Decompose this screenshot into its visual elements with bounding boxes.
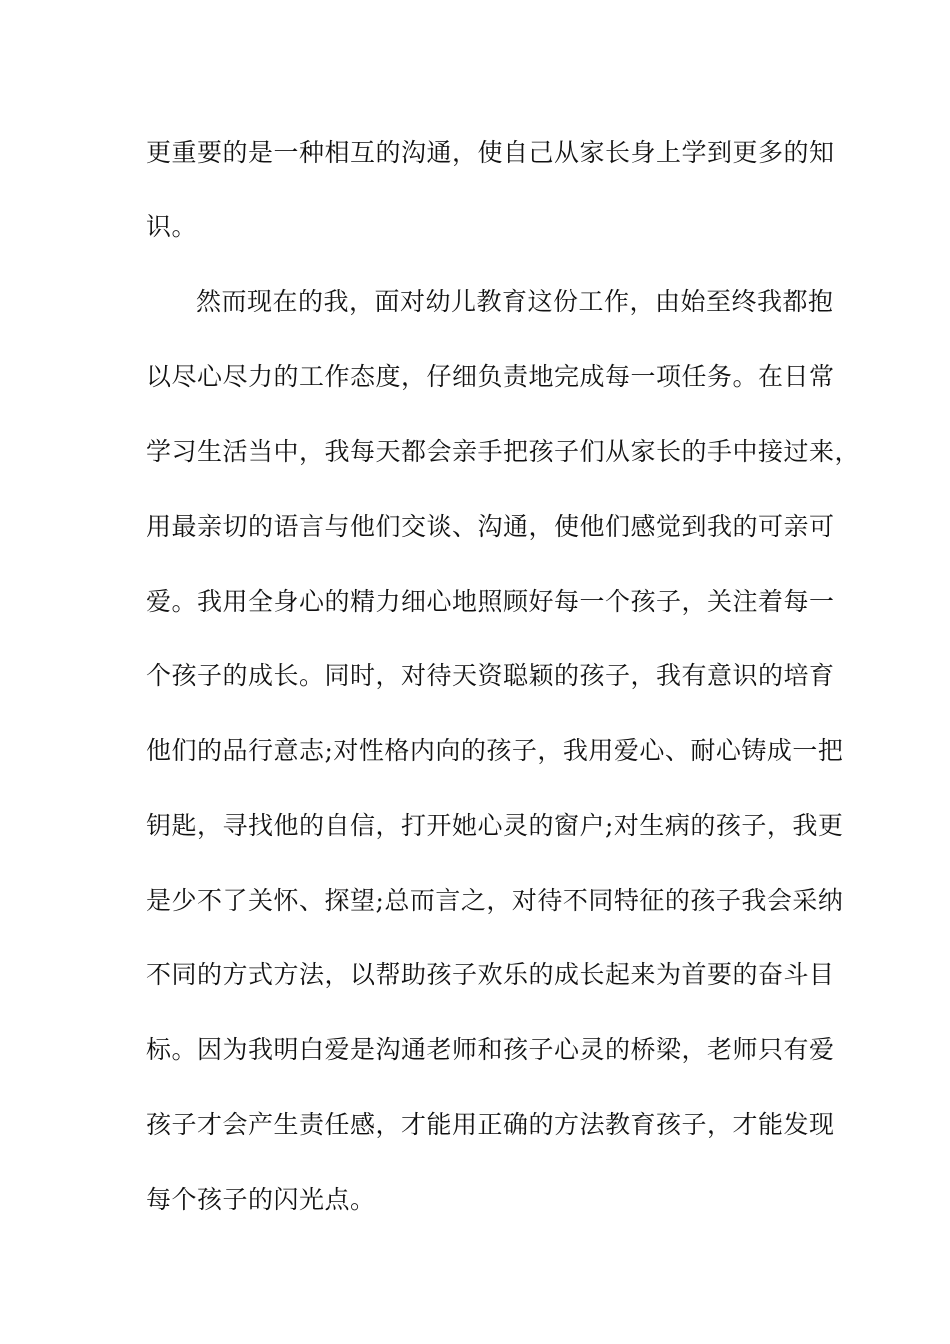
- paragraph-start-line: 然而现在的我，面对幼儿教育这份工作，由始至终我都抱: [196, 287, 834, 316]
- text-line: 标。因为我明白爱是沟通老师和孩子心灵的桥梁，老师只有爱: [146, 1035, 835, 1064]
- text-line: 用最亲切的语言与他们交谈、沟通，使他们感觉到我的可亲可: [146, 512, 835, 541]
- text-line: 识。: [146, 212, 198, 241]
- text-line: 学习生活当中，我每天都会亲手把孩子们从家长的手中接过来，: [146, 437, 861, 466]
- text-line: 以尽心尽力的工作态度，仔细负责地完成每一项任务。在日常: [146, 362, 835, 391]
- text-line: 爱。我用全身心的精力细心地照顾好每一个孩子，关注着每一: [146, 587, 835, 616]
- text-line: 不同的方式方法，以帮助孩子欢乐的成长起来为首要的奋斗目: [146, 960, 835, 989]
- text-line: 每个孩子的闪光点。: [146, 1185, 376, 1214]
- text-line: 个孩子的成长。同时，对待天资聪颖的孩子，我有意识的培育: [146, 661, 835, 690]
- text-line: 钥匙，寻找他的自信，打开她心灵的窗户;对生病的孩子，我更: [146, 811, 844, 840]
- text-line: 他们的品行意志;对性格内向的孩子，我用爱心、耐心铸成一把: [146, 736, 844, 765]
- text-line: 更重要的是一种相互的沟通，使自己从家长身上学到更多的知: [146, 138, 835, 167]
- text-line: 孩子才会产生责任感，才能用正确的方法教育孩子，才能发现: [146, 1110, 835, 1139]
- text-line: 是少不了关怀、探望;总而言之，对待不同特征的孩子我会采纳: [146, 886, 844, 915]
